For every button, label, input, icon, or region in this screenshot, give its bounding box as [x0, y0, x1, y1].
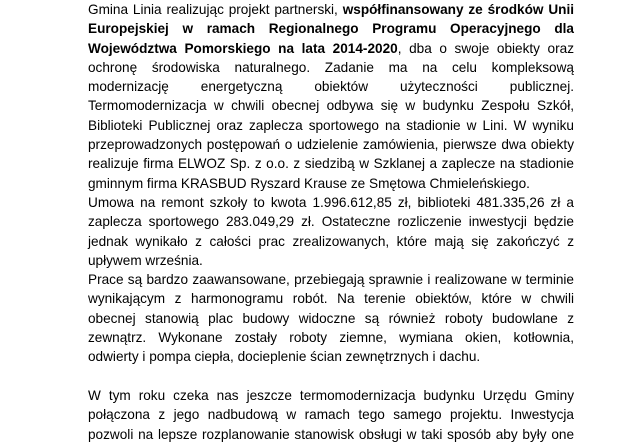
text-line — [88, 0, 574, 19]
text-line — [88, 116, 574, 135]
text-run: Biblioteki Publicznej oraz zaplecza sportowego na stadionie w Lini. W wyniku — [88, 117, 574, 133]
text-line — [88, 154, 574, 173]
text-run: zewnątrz. Wykonane zostały roboty ziemne, wymiana okien, kotłownia, — [88, 330, 574, 346]
text-run: upływem września. — [88, 252, 203, 268]
text-run: obecnej stanowią plac budowy widoczne są również roboty budowlane z — [88, 310, 574, 326]
text-run: jednak wynikało z całości prac zrealizowanych, które mają się zakończyć z — [88, 233, 574, 249]
text-run: odwierty i pompa ciepła, docieplenie ścian zewnętrznych i dachu. — [88, 349, 481, 365]
bold-text-run: współfinansowany ze środków Unii — [342, 2, 575, 17]
text-run: W tym roku czeka nas jeszcze termomodernizacja budynku Urzędu Gminy — [88, 387, 574, 403]
text-line — [88, 386, 574, 405]
text-line — [88, 425, 574, 444]
text-line — [88, 174, 574, 193]
text-line — [88, 328, 574, 347]
text-line — [88, 251, 574, 270]
text-line — [88, 19, 574, 38]
bold-text-run: Województwa Pomorskiego na lata 2014-2020 — [88, 40, 398, 56]
text-line — [88, 309, 574, 328]
text-line — [88, 193, 574, 212]
text-line — [88, 135, 574, 154]
text-run: połączona z jego nadbudową w ramach tego samego projektu. Inwestycja — [88, 407, 574, 423]
text-line — [88, 58, 574, 77]
text-line — [88, 232, 574, 251]
document-page — [88, 0, 575, 442]
text-run: ochronę środowiska naturalnego. Zadanie ma na celu kompleksową — [88, 59, 574, 75]
text-line — [88, 270, 574, 289]
text-run: Termomodernizacja w chwili obecnej odbywa się w budynku Zespołu Szkół, — [88, 98, 574, 114]
text-run: Gmina Linia realizując projekt partnerski, — [88, 2, 343, 17]
bold-text-run: Europejskiej w ramach Regionalnego Programu Operacyjnego dla — [88, 21, 574, 37]
text-line — [88, 405, 574, 424]
text-line — [88, 289, 574, 308]
paragraph-gap — [88, 367, 574, 386]
text-run: Umowa na remont szkoły to kwota 1.996.612,85 zł, biblioteki 481.335,26 zł a — [88, 194, 574, 210]
text-run: zaplecza sportowego 283.049,29 zł. Ostateczne rozliczenie inwestycji będzie — [88, 214, 574, 230]
text-line — [88, 39, 574, 58]
text-run: Prace są bardzo zaawansowane, przebiegają sprawnie i realizowane w terminie — [88, 272, 574, 288]
text-line — [88, 212, 574, 231]
text-run: , dba o swoje obiekty oraz — [397, 40, 575, 56]
text-line — [88, 347, 574, 366]
text-line — [88, 77, 574, 96]
text-run: realizuje firma ELWOZ Sp. z o.o. z siedzibą w Szklanej a zaplecze na stadionie — [88, 156, 574, 172]
text-run: modernizację energetyczną obiektów użyteczności publicznej. — [88, 79, 574, 95]
text-run: gminnym firma KRASBUD Ryszard Krause ze Smętowa Chmieleńskiego. — [88, 175, 530, 191]
text-line — [88, 96, 574, 115]
text-run: pozwoli na lepsze rozplanowanie stanowisk obsługi w taki sposób aby były one — [88, 426, 574, 442]
text-run: wynikającym z harmonogramu robót. Na terenie obiektów, które w chwili — [88, 291, 574, 307]
text-run: przeprowadzonych postępowań o udzielenie zamówienia, pierwsze dwa obiekty — [88, 137, 574, 153]
